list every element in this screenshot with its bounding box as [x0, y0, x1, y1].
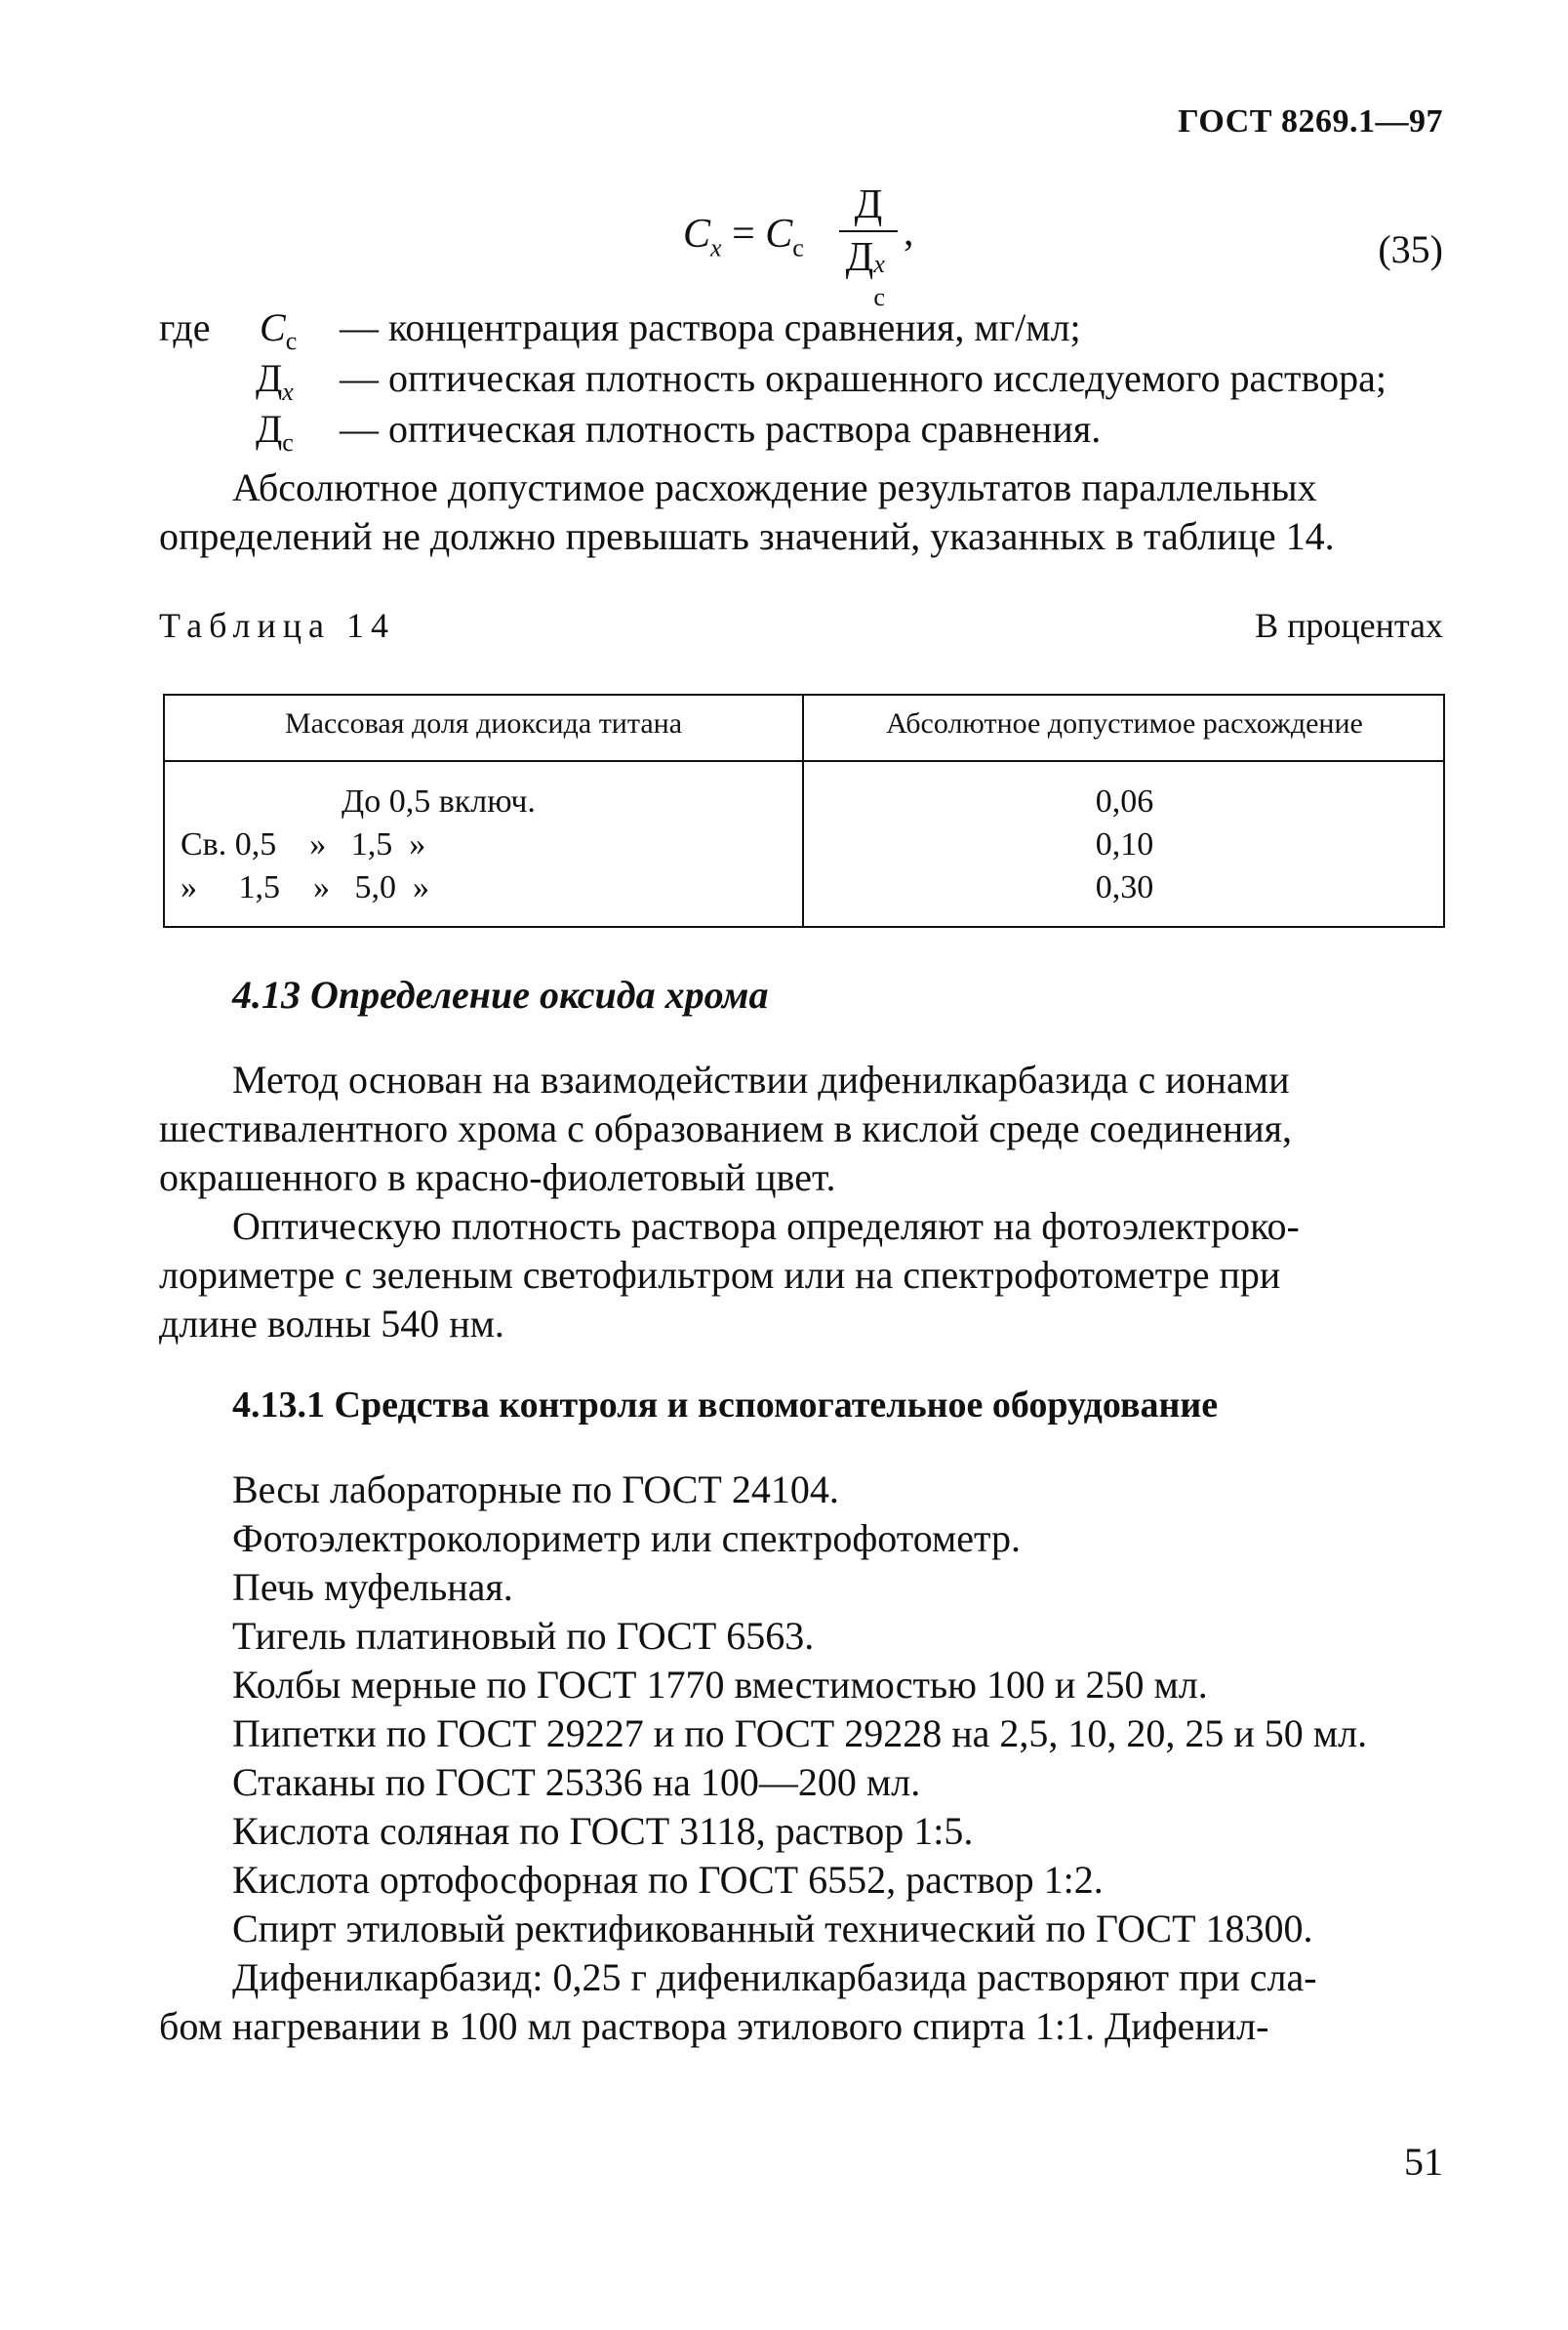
- paragraph-line: бом нагревании в 100 мл раствора этилового спирта 1:1. Дифенил-: [159, 2004, 1269, 2048]
- equipment-item: Пипетки по ГОСТ 29227 и по ГОСТ 29228 на 2,5, 10, 20, 25 и 50 мл.: [232, 1711, 1368, 1755]
- page-number: 51: [1404, 2140, 1443, 2184]
- formula-den-var: Д: [845, 235, 874, 280]
- formula-equals: =: [732, 212, 755, 257]
- equipment-item: Весы лабораторные по ГОСТ 24104.: [232, 1467, 839, 1511]
- equipment-item: Стаканы по ГОСТ 25336 на 100—200 мл.: [232, 1760, 921, 1804]
- formula-den-sub: c: [873, 283, 885, 311]
- table-cell-value: 0,30: [1095, 869, 1154, 905]
- paragraph-line: шестивалентного хрома с образованием в кислой среде соединения,: [159, 1106, 1293, 1150]
- definition-2: [0, 355, 1568, 404]
- formula-rhs-var: C: [765, 212, 793, 257]
- formula-comma: ,: [904, 210, 914, 255]
- definition-text: — оптическая плотность раствора сравнения.: [340, 407, 1102, 451]
- section-title: 4.13 Определение оксида хрома: [232, 973, 769, 1017]
- paragraph-line: определений не должно превышать значений, указанных в таблице 14.: [159, 514, 1335, 558]
- table-caption: Таблица 14: [159, 606, 395, 645]
- equipment-item: Тигель платиновый по ГОСТ 6563.: [232, 1614, 815, 1658]
- paragraph-line: окрашенного в красно-фиолетовый цвет.: [159, 1155, 836, 1199]
- formula-35: [683, 181, 976, 311]
- equation-number: (35): [1378, 227, 1443, 271]
- definition-3: [0, 406, 1568, 455]
- paragraph-line: лориметре с зеленым светофильтром или на спектрофотометре при: [159, 1253, 1281, 1297]
- equipment-item: Печь муфельная.: [232, 1565, 513, 1609]
- table-cell-value: 0,10: [1095, 826, 1154, 863]
- table-header-mass-fraction: Массовая доля диоксида титана: [284, 707, 683, 740]
- definition-text: — оптическая плотность окрашенного исследуемого раствора;: [340, 356, 1387, 400]
- formula-lhs-var: C: [683, 212, 711, 257]
- definition-symbol-sub: c: [282, 428, 294, 457]
- table-header-tolerance: Абсолютное допустимое расхождение: [886, 707, 1363, 740]
- formula-lhs: [683, 211, 804, 262]
- table-unit: В процентах: [1255, 606, 1443, 645]
- subsection-title: 4.13.1 Средства контроля и вспомогательное оборудование: [232, 1385, 1219, 1426]
- paragraph-line: Оптическую плотность раствора определяют на фотоэлектроко-: [232, 1204, 1300, 1248]
- definition-symbol-sub: x: [282, 378, 294, 406]
- equipment-item: Кислота ортофосфорная по ГОСТ 6552, раствор 1:2.: [232, 1858, 1104, 1902]
- formula-denominator: [839, 234, 898, 311]
- formula-numerator: Д: [854, 182, 883, 227]
- equipment-item: Спирт этиловый ректификованный технический по ГОСТ 18300.: [232, 1907, 1313, 1950]
- table-cell-range: » 1,5 » 5,0 »: [181, 869, 429, 905]
- formula-lhs-sub: x: [710, 233, 722, 262]
- paragraph-line: Метод основан на взаимодействии дифенилкарбазида с ионами: [232, 1058, 1290, 1102]
- definition-symbol: [256, 406, 294, 458]
- table-divider-horizontal: [165, 760, 1443, 762]
- definition-1: [0, 304, 1568, 353]
- definition-symbol: [256, 355, 294, 407]
- equipment-item: Фотоэлектроколориметр или спектрофотометр.: [232, 1516, 1022, 1560]
- definition-symbol-sub: c: [285, 327, 298, 355]
- table-cell-range: Св. 0,5 » 1,5 »: [181, 826, 426, 863]
- paragraph-line: Абсолютное допустимое расхождение результатов параллельных: [232, 465, 1317, 509]
- definition-symbol-var: Д: [256, 356, 283, 400]
- formula-fraction: [839, 181, 898, 311]
- fraction-bar: [839, 230, 898, 232]
- definition-symbol-var: C: [260, 305, 286, 349]
- formula-den-sup: x: [873, 250, 885, 278]
- definition-text: — концентрация раствора сравнения, мг/мл;: [340, 305, 1081, 349]
- paragraph-line: длине волны 540 нм.: [159, 1302, 504, 1346]
- table-cell-value: 0,06: [1095, 783, 1154, 820]
- table-cell-range: До 0,5 включ.: [342, 783, 536, 820]
- equipment-item: Колбы мерные по ГОСТ 1770 вместимостью 100 и 250 мл.: [232, 1663, 1208, 1707]
- document-header: ГОСТ 8269.1—97: [1178, 103, 1443, 140]
- equipment-item: Кислота соляная по ГОСТ 3118, раствор 1:5.: [232, 1809, 974, 1853]
- formula-rhs-sub: c: [792, 233, 804, 262]
- paragraph-line: Дифенилкарбазид: 0,25 г дифенилкарбазида растворяют при сла-: [232, 1955, 1317, 1999]
- definition-symbol-var: Д: [256, 407, 283, 451]
- results-table: [163, 694, 1445, 928]
- definition-symbol: [260, 304, 297, 356]
- definition-lead: где: [159, 305, 211, 349]
